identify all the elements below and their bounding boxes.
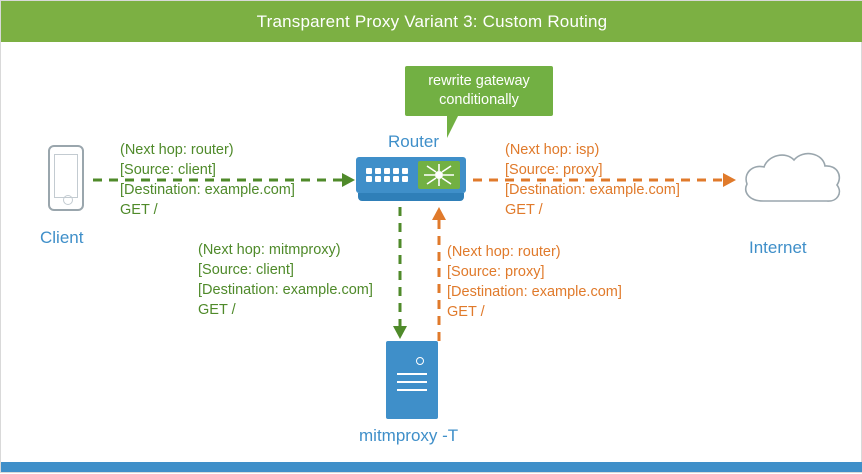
callout-line-1: rewrite gateway	[428, 73, 530, 89]
flow-client-to-router-line2: [Source: client]	[120, 162, 216, 178]
flow-router-to-proxy-line4: GET /	[198, 302, 236, 318]
proxy-indicator-dot	[416, 357, 424, 365]
router-device-icon	[356, 157, 466, 203]
router-base	[358, 193, 464, 201]
flow-proxy-to-router-line4: GET /	[447, 304, 485, 320]
callout-text	[405, 66, 553, 116]
callout-rewrite-gateway	[405, 66, 553, 116]
title-bar	[1, 1, 862, 42]
flow-client-to-router-line4: GET /	[120, 202, 158, 218]
flow-client-to-router-line3: [Destination: example.com]	[120, 182, 295, 198]
page-title: Transparent Proxy Variant 3: Custom Routing	[256, 12, 608, 31]
flow-router-to-proxy-line3: [Destination: example.com]	[198, 282, 373, 298]
client-device-icon	[48, 145, 84, 211]
flow-router-to-internet-line3: [Destination: example.com]	[505, 182, 680, 198]
proxy-line-3	[397, 389, 427, 391]
router-ports	[366, 168, 410, 182]
client-label: Client	[40, 228, 84, 247]
router-label: Router	[388, 132, 440, 151]
router-network-icon	[418, 161, 460, 189]
internet-cloud-shape	[746, 154, 840, 201]
arrow-router-to-proxy	[393, 207, 407, 339]
phone-home-button	[63, 195, 73, 205]
flow-router-to-proxy-line1: (Next hop: mitmproxy)	[198, 242, 341, 258]
callout-tail	[447, 116, 458, 138]
proxy-line-1	[397, 373, 427, 375]
arrow-proxy-to-router	[432, 207, 446, 341]
flow-router-to-internet-line2: [Source: proxy]	[505, 162, 603, 178]
flow-proxy-to-router-line3: [Destination: example.com]	[447, 284, 622, 300]
mitmproxy-device-icon	[386, 341, 438, 419]
bottom-accent-bar	[1, 462, 862, 472]
router-antenna-panel	[418, 161, 460, 189]
flow-client-to-router-line1: (Next hop: router)	[120, 142, 234, 158]
flow-router-to-internet-line4: GET /	[505, 202, 543, 218]
callout-line-2: conditionally	[439, 92, 519, 108]
proxy-line-2	[397, 381, 427, 383]
phone-screen	[54, 154, 78, 198]
flow-router-to-internet-line1: (Next hop: isp)	[505, 142, 600, 158]
flow-router-to-proxy-line2: [Source: client]	[198, 262, 294, 278]
internet-label: Internet	[749, 238, 807, 257]
mitmproxy-label: mitmproxy -T	[359, 426, 459, 445]
flow-proxy-to-router-line2: [Source: proxy]	[447, 264, 545, 280]
flow-proxy-to-router-line1: (Next hop: router)	[447, 244, 561, 260]
